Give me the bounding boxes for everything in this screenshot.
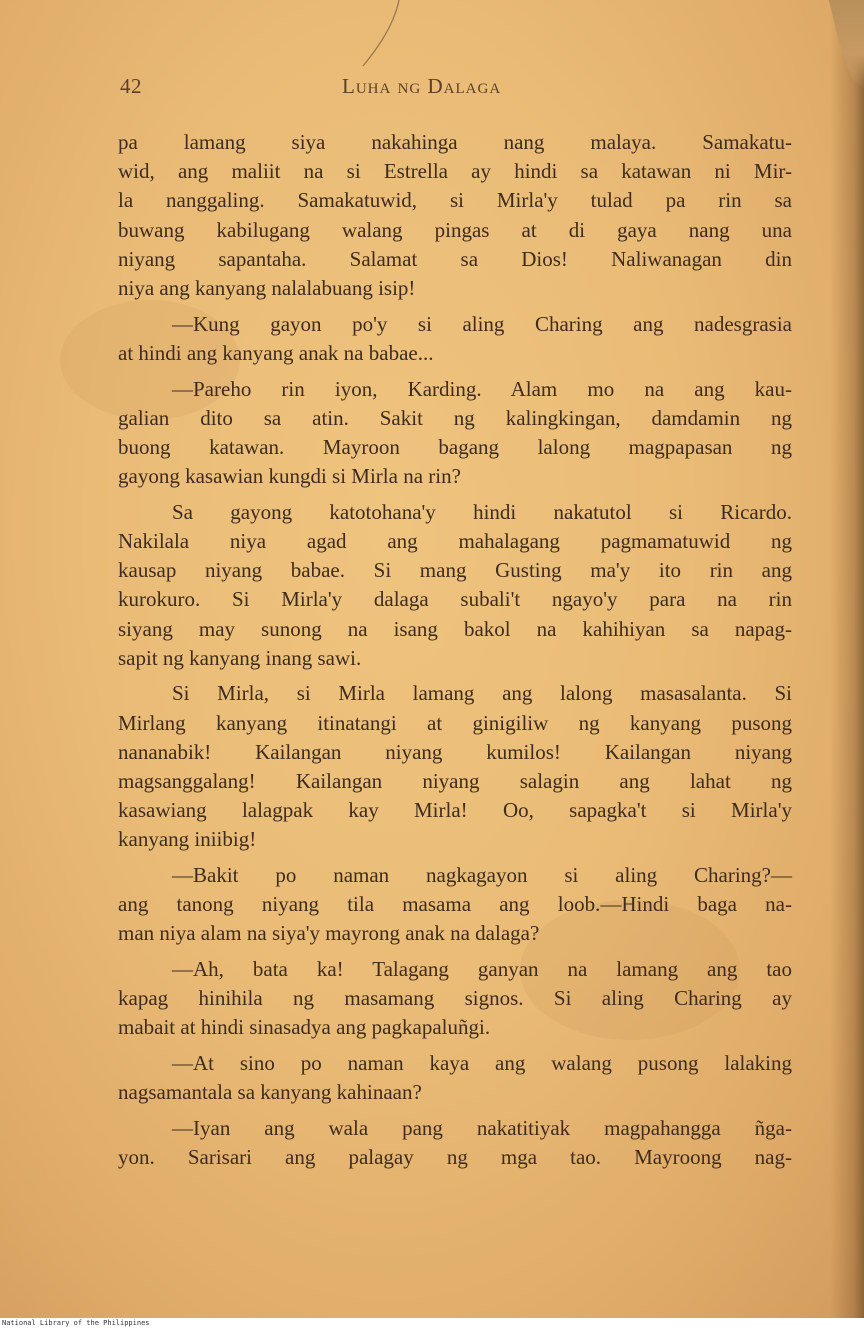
text-line: Nakilala niya agad ang mahalagang pagmamatuwid ng [118,528,792,553]
text-line: siyang may sunong na isang bakol na kahihiyan sa napag- [118,616,792,641]
text-line: niyang sapantaha. Salamat sa Dios! Naliwanagan din [118,246,792,271]
text-line: —Bakit po naman nagkagayon si aling Charing?— [172,863,792,887]
text-line: niya ang kanyang nalalabuang isip! [118,275,416,300]
paragraph [118,498,792,673]
paragraph [118,310,792,368]
text-line: —Iyan ang wala pang nakatitiyak magpahangga ñga- [172,1116,792,1140]
text-line: mabait at hindi sinasadya ang pagkapaluñgi. [118,1015,491,1040]
text-line: at hindi ang kanyang anak na babae... [118,340,434,365]
text-line: pa lamang siya nakahinga nang malaya. Samakatu- [118,130,792,154]
footer-bar [0,1318,864,1328]
body-text [118,128,792,1179]
text-line: sapit ng kanyang inang sawi. [118,645,362,670]
text-line: yon. Sarisari ang palagay ng mga tao. Mayroong nag- [118,1145,792,1170]
text-line: galian dito sa atin. Sakit ng kalingkingan, damdamin ng [118,405,792,430]
text-line: gayong kasawian kungdi si Mirla na rin? [118,464,461,489]
text-line: magsanggalang! Kailangan niyang salagin ang lahat ng [118,768,792,793]
text-line: kasawiang lalagpak kay Mirla! Oo, sapagka't si Mirla'y [118,798,792,823]
text-line: kurokuro. Si Mirla'y dalaga subali't ngayo'y para na rin [118,587,792,612]
paragraph [118,1049,792,1107]
text-line: ang tanong niyang tila masama ang loob.—Hindi baga na- [118,892,792,917]
text-line: kapag hinihila ng masamang signos. Si aling Charing ay [118,986,792,1011]
text-line: —At sino po naman kaya ang walang pusong lalaking [172,1051,792,1076]
text-line: kausap niyang babae. Si mang Gusting ma'y ito rin ang [118,558,792,583]
page-number: 42 [120,74,142,98]
text-line: nagsamantala sa kanyang kahinaan? [118,1080,422,1105]
paragraph [118,128,792,303]
text-line: —Ah, bata ka! Talagang ganyan na lamang ang tao [172,957,792,982]
pencil-mark [355,0,410,70]
text-line: —Kung gayon po'y si aling Charing ang nadesgrasia [172,311,792,336]
text-line: Mirlang kanyang itinatangi at ginigiliw ng kanyang pusong [118,710,792,735]
text-line: Si Mirla, si Mirla lamang ang lalong masasalanta. Si [172,681,792,706]
text-line: Sa gayong katotohana'y hindi nakatutol si Ricardo. [172,499,792,524]
page-edge-shadow [830,0,864,1318]
text-line: buong katawan. Mayroon bagang lalong magpapasan ng [118,434,792,459]
text-line: la nanggaling. Samakatuwid, si Mirla'y tulad pa rin sa [118,188,792,213]
text-line: nananabik! Kailangan niyang kumilos! Kailangan niyang [118,739,792,764]
paragraph [118,1114,792,1172]
text-line: —Pareho rin iyon, Karding. Alam mo na ang kau- [172,376,792,401]
running-header [120,74,800,100]
text-line: kanyang iniibig! [118,827,257,852]
library-credit: National Library of the Philippines [2,1319,150,1327]
running-title: Luha ng Dalaga [342,74,502,98]
paragraph [118,375,792,492]
text-line: buwang kabilugang walang pingas at di gaya nang una [118,217,792,242]
paragraph [118,861,792,949]
paragraph [118,955,792,1043]
text-line: wid, ang maliit na si Estrella ay hindi sa katawan ni Mir- [118,159,792,184]
text-line: man niya alam na siya'y mayrong anak na dalaga? [118,921,540,946]
paragraph [118,679,792,854]
